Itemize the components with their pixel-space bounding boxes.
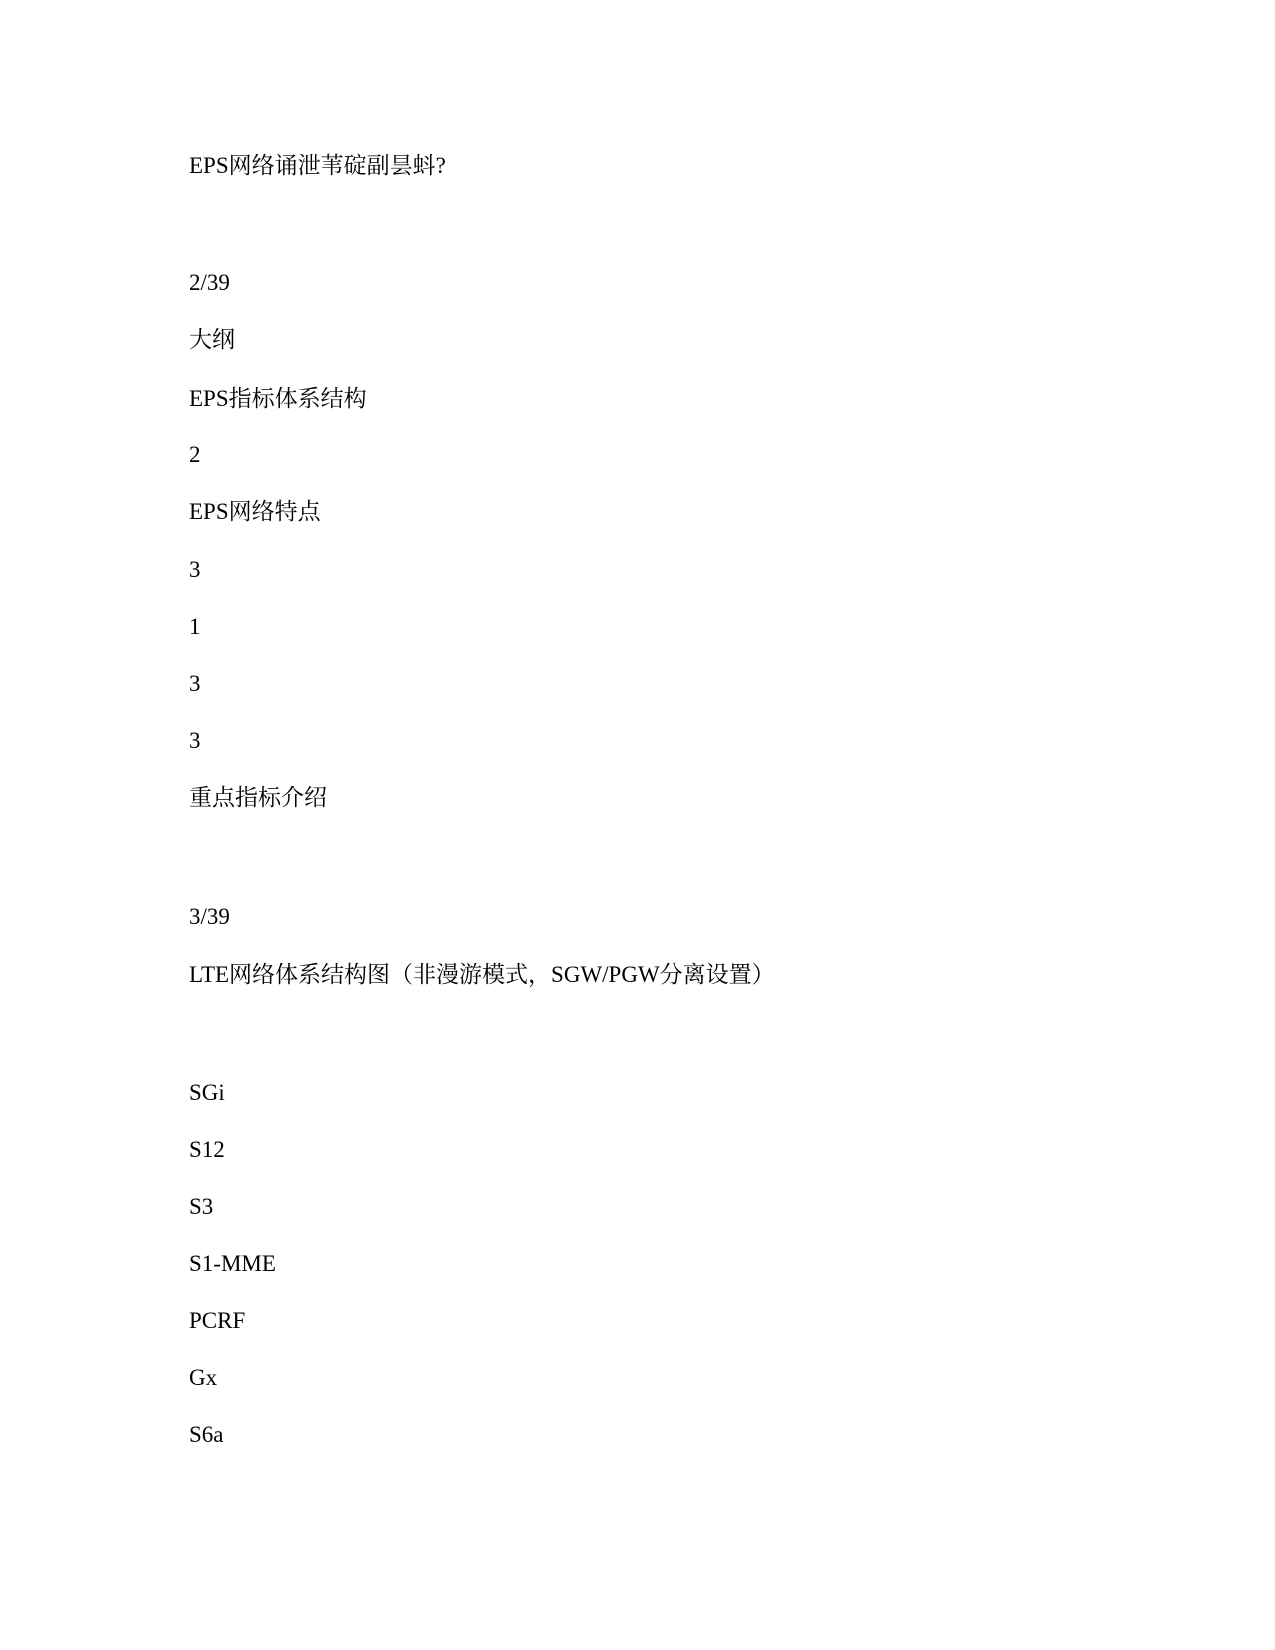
outline-number: 1 <box>189 614 201 639</box>
diagram-label: S12 <box>189 1137 225 1162</box>
outline-number: 3 <box>189 671 201 696</box>
diagram-label: SGi <box>189 1080 225 1105</box>
page-number: 3/39 <box>189 904 230 929</box>
diagram-label: S1-MME <box>189 1251 276 1276</box>
outline-number: 3 <box>189 557 201 582</box>
outline-number: 3 <box>189 728 201 753</box>
diagram-label: Gx <box>189 1365 218 1390</box>
diagram-label: PCRF <box>189 1308 246 1333</box>
section-heading: LTE网络体系结构图（非漫游模式，SGW/PGW分离设置） <box>189 962 775 987</box>
diagram-label: S3 <box>189 1194 214 1219</box>
page-number: 2/39 <box>189 270 230 295</box>
outline-item: EPS网络特点 <box>189 499 321 524</box>
diagram-label: S6a <box>189 1422 224 1447</box>
outline-heading: 大纲 <box>189 327 235 352</box>
outline-number: 2 <box>189 442 201 467</box>
document-title: EPS网络诵泄苇碇副昙蚪? <box>189 153 446 178</box>
outline-item: 重点指标介绍 <box>189 785 327 810</box>
outline-item: EPS指标体系结构 <box>189 386 367 411</box>
